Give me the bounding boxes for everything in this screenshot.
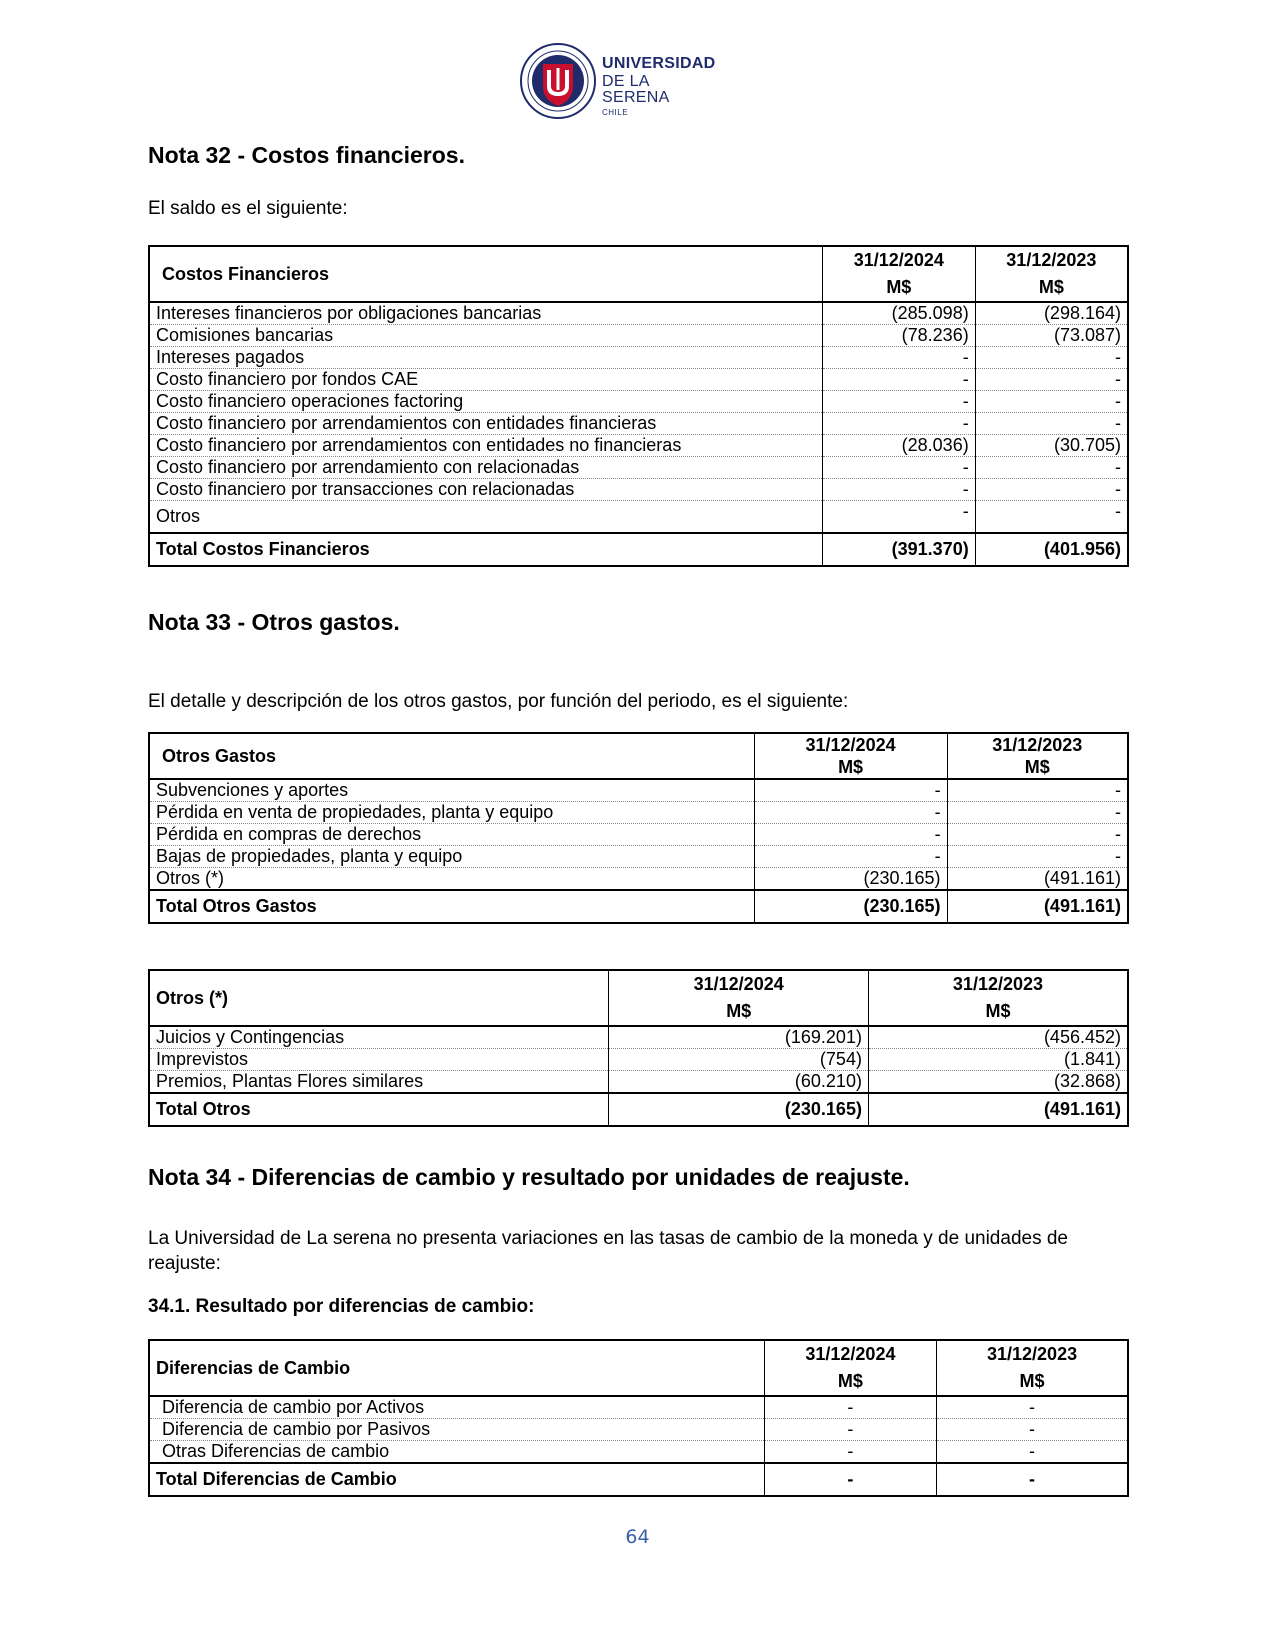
table-header-label: Otros Gastos (149, 733, 754, 779)
total-row (149, 533, 1128, 566)
row-label: Premios, Plantas Flores similares (149, 1071, 609, 1094)
logo-line-3: CHILE (602, 108, 629, 117)
row-label: Costo financiero operaciones factoring (149, 391, 822, 413)
university-logo (519, 42, 719, 120)
table-row (149, 802, 1128, 824)
table-row (149, 413, 1128, 435)
table-row (149, 779, 1128, 802)
value-2024: - (822, 391, 975, 413)
column-unit-2024: M$ (609, 998, 869, 1026)
value-2023: - (975, 501, 1128, 534)
nota-32-intro: El saldo es el siguiente: (148, 198, 348, 219)
total-row (149, 890, 1128, 923)
total-label: Total Diferencias de Cambio (149, 1463, 764, 1496)
table-header-label: Costos Financieros (149, 246, 822, 302)
table-row (149, 1396, 1128, 1419)
value-2024: (754) (609, 1049, 869, 1071)
row-label: Juicios y Contingencias (149, 1026, 609, 1049)
row-label: Otros (*) (149, 868, 754, 891)
value-2023: (1.841) (868, 1049, 1128, 1071)
column-header-2024: 31/12/2024 (822, 246, 975, 274)
table-row (149, 824, 1128, 846)
table-header-label: Otros (*) (149, 970, 609, 1026)
column-header-2023: 31/12/2023 (947, 733, 1128, 756)
total-2023: (401.956) (975, 533, 1128, 566)
table-row (149, 347, 1128, 369)
otros-gastos-table (148, 732, 1129, 924)
nota-32-title: Nota 32 - Costos financieros. (148, 142, 465, 168)
value-2023: - (937, 1396, 1128, 1419)
row-label: Costo financiero por fondos CAE (149, 369, 822, 391)
table-row (149, 302, 1128, 325)
value-2023: (30.705) (975, 435, 1128, 457)
value-2023: - (947, 824, 1128, 846)
nota-34-intro: La Universidad de La serena no presenta variaciones en las tasas de cambio de la moneda y de unidades de reajuste: (148, 1228, 1068, 1274)
table-row (149, 457, 1128, 479)
table-row (149, 479, 1128, 501)
logo-line-2: DE LA SERENA (602, 73, 670, 106)
row-label: Imprevistos (149, 1049, 609, 1071)
nota-33-title: Nota 33 - Otros gastos. (148, 609, 400, 635)
value-2023: (298.164) (975, 302, 1128, 325)
value-2024: - (822, 413, 975, 435)
diferencias-cambio-table (148, 1339, 1129, 1497)
column-unit-2024: M$ (754, 756, 947, 779)
row-label: Costo financiero por transacciones con relacionadas (149, 479, 822, 501)
nota-33-intro: El detalle y descripción de los otros gastos, por función del periodo, es el siguiente: (148, 691, 849, 712)
value-2024: - (764, 1419, 936, 1441)
table-row (149, 391, 1128, 413)
value-2024: - (754, 802, 947, 824)
table-row (149, 501, 1128, 534)
page-number: 64 (625, 1526, 650, 1548)
row-label: Subvenciones y aportes (149, 779, 754, 802)
total-2024: (230.165) (609, 1093, 869, 1126)
total-row (149, 1463, 1128, 1496)
total-label: Total Otros (149, 1093, 609, 1126)
row-label: Costo financiero por arrendamiento con relacionadas (149, 457, 822, 479)
table-row (149, 369, 1128, 391)
table-row (149, 1419, 1128, 1441)
value-2024: - (754, 779, 947, 802)
nota-34-title: Nota 34 - Diferencias de cambio y resultado por unidades de reajuste. (148, 1164, 910, 1190)
value-2024: - (822, 457, 975, 479)
column-header-2024: 31/12/2024 (754, 733, 947, 756)
value-2024: - (822, 347, 975, 369)
column-header-2023: 31/12/2023 (975, 246, 1128, 274)
table-row (149, 325, 1128, 347)
value-2023: (491.161) (947, 868, 1128, 891)
value-2024: (230.165) (754, 868, 947, 891)
row-label: Otras Diferencias de cambio (149, 1441, 764, 1464)
value-2024: - (822, 501, 975, 534)
nota-34-1-subtitle: 34.1. Resultado por diferencias de cambio: (148, 1296, 535, 1317)
column-unit-2023: M$ (937, 1368, 1128, 1396)
value-2024: (28.036) (822, 435, 975, 457)
total-2023: (491.161) (947, 890, 1128, 923)
value-2023: - (947, 779, 1128, 802)
total-label: Total Costos Financieros (149, 533, 822, 566)
value-2023: - (975, 479, 1128, 501)
column-unit-2023: M$ (868, 998, 1128, 1026)
value-2024: - (754, 846, 947, 868)
table-row (149, 1441, 1128, 1464)
row-label: Costo financiero por arrendamientos con entidades no financieras (149, 435, 822, 457)
value-2024: (60.210) (609, 1071, 869, 1094)
value-2024: (169.201) (609, 1026, 869, 1049)
value-2023: - (975, 369, 1128, 391)
table-row (149, 846, 1128, 868)
value-2024: (285.098) (822, 302, 975, 325)
total-row (149, 1093, 1128, 1126)
value-2023: (456.452) (868, 1026, 1128, 1049)
value-2024: (78.236) (822, 325, 975, 347)
row-label: Otros (149, 501, 822, 534)
value-2023: (73.087) (975, 325, 1128, 347)
value-2024: - (764, 1396, 936, 1419)
value-2023: - (937, 1441, 1128, 1464)
total-2023: (491.161) (868, 1093, 1128, 1126)
total-label: Total Otros Gastos (149, 890, 754, 923)
row-label: Diferencia de cambio por Pasivos (149, 1419, 764, 1441)
column-header-2024: 31/12/2024 (764, 1340, 936, 1368)
total-2023: - (937, 1463, 1128, 1496)
total-2024: - (764, 1463, 936, 1496)
otros-detalle-table (148, 969, 1129, 1127)
logo-line-1: UNIVERSIDAD (602, 55, 716, 72)
costos-financieros-table (148, 245, 1129, 567)
value-2024: - (754, 824, 947, 846)
row-label: Costo financiero por arrendamientos con entidades financieras (149, 413, 822, 435)
row-label: Bajas de propiedades, planta y equipo (149, 846, 754, 868)
value-2023: - (947, 802, 1128, 824)
row-label: Diferencia de cambio por Activos (149, 1396, 764, 1419)
table-header-label: Diferencias de Cambio (149, 1340, 764, 1396)
value-2023: (32.868) (868, 1071, 1128, 1094)
table-row (149, 435, 1128, 457)
value-2024: - (822, 369, 975, 391)
column-header-2024: 31/12/2024 (609, 970, 869, 998)
value-2023: - (975, 413, 1128, 435)
row-label: Comisiones bancarias (149, 325, 822, 347)
row-label: Pérdida en venta de propiedades, planta y equipo (149, 802, 754, 824)
table-row (149, 1026, 1128, 1049)
total-2024: (391.370) (822, 533, 975, 566)
column-header-2023: 31/12/2023 (937, 1340, 1128, 1368)
value-2023: - (975, 391, 1128, 413)
table-row (149, 1071, 1128, 1094)
value-2024: - (764, 1441, 936, 1464)
value-2023: - (975, 457, 1128, 479)
row-label: Intereses financieros por obligaciones bancarias (149, 302, 822, 325)
table-row (149, 1049, 1128, 1071)
value-2024: - (822, 479, 975, 501)
value-2023: - (947, 846, 1128, 868)
university-seal-icon (519, 42, 597, 120)
table-row (149, 868, 1128, 891)
column-header-2023: 31/12/2023 (868, 970, 1128, 998)
total-2024: (230.165) (754, 890, 947, 923)
value-2023: - (975, 347, 1128, 369)
column-unit-2023: M$ (975, 274, 1128, 302)
row-label: Intereses pagados (149, 347, 822, 369)
column-unit-2024: M$ (822, 274, 975, 302)
column-unit-2023: M$ (947, 756, 1128, 779)
row-label: Pérdida en compras de derechos (149, 824, 754, 846)
column-unit-2024: M$ (764, 1368, 936, 1396)
value-2023: - (937, 1419, 1128, 1441)
